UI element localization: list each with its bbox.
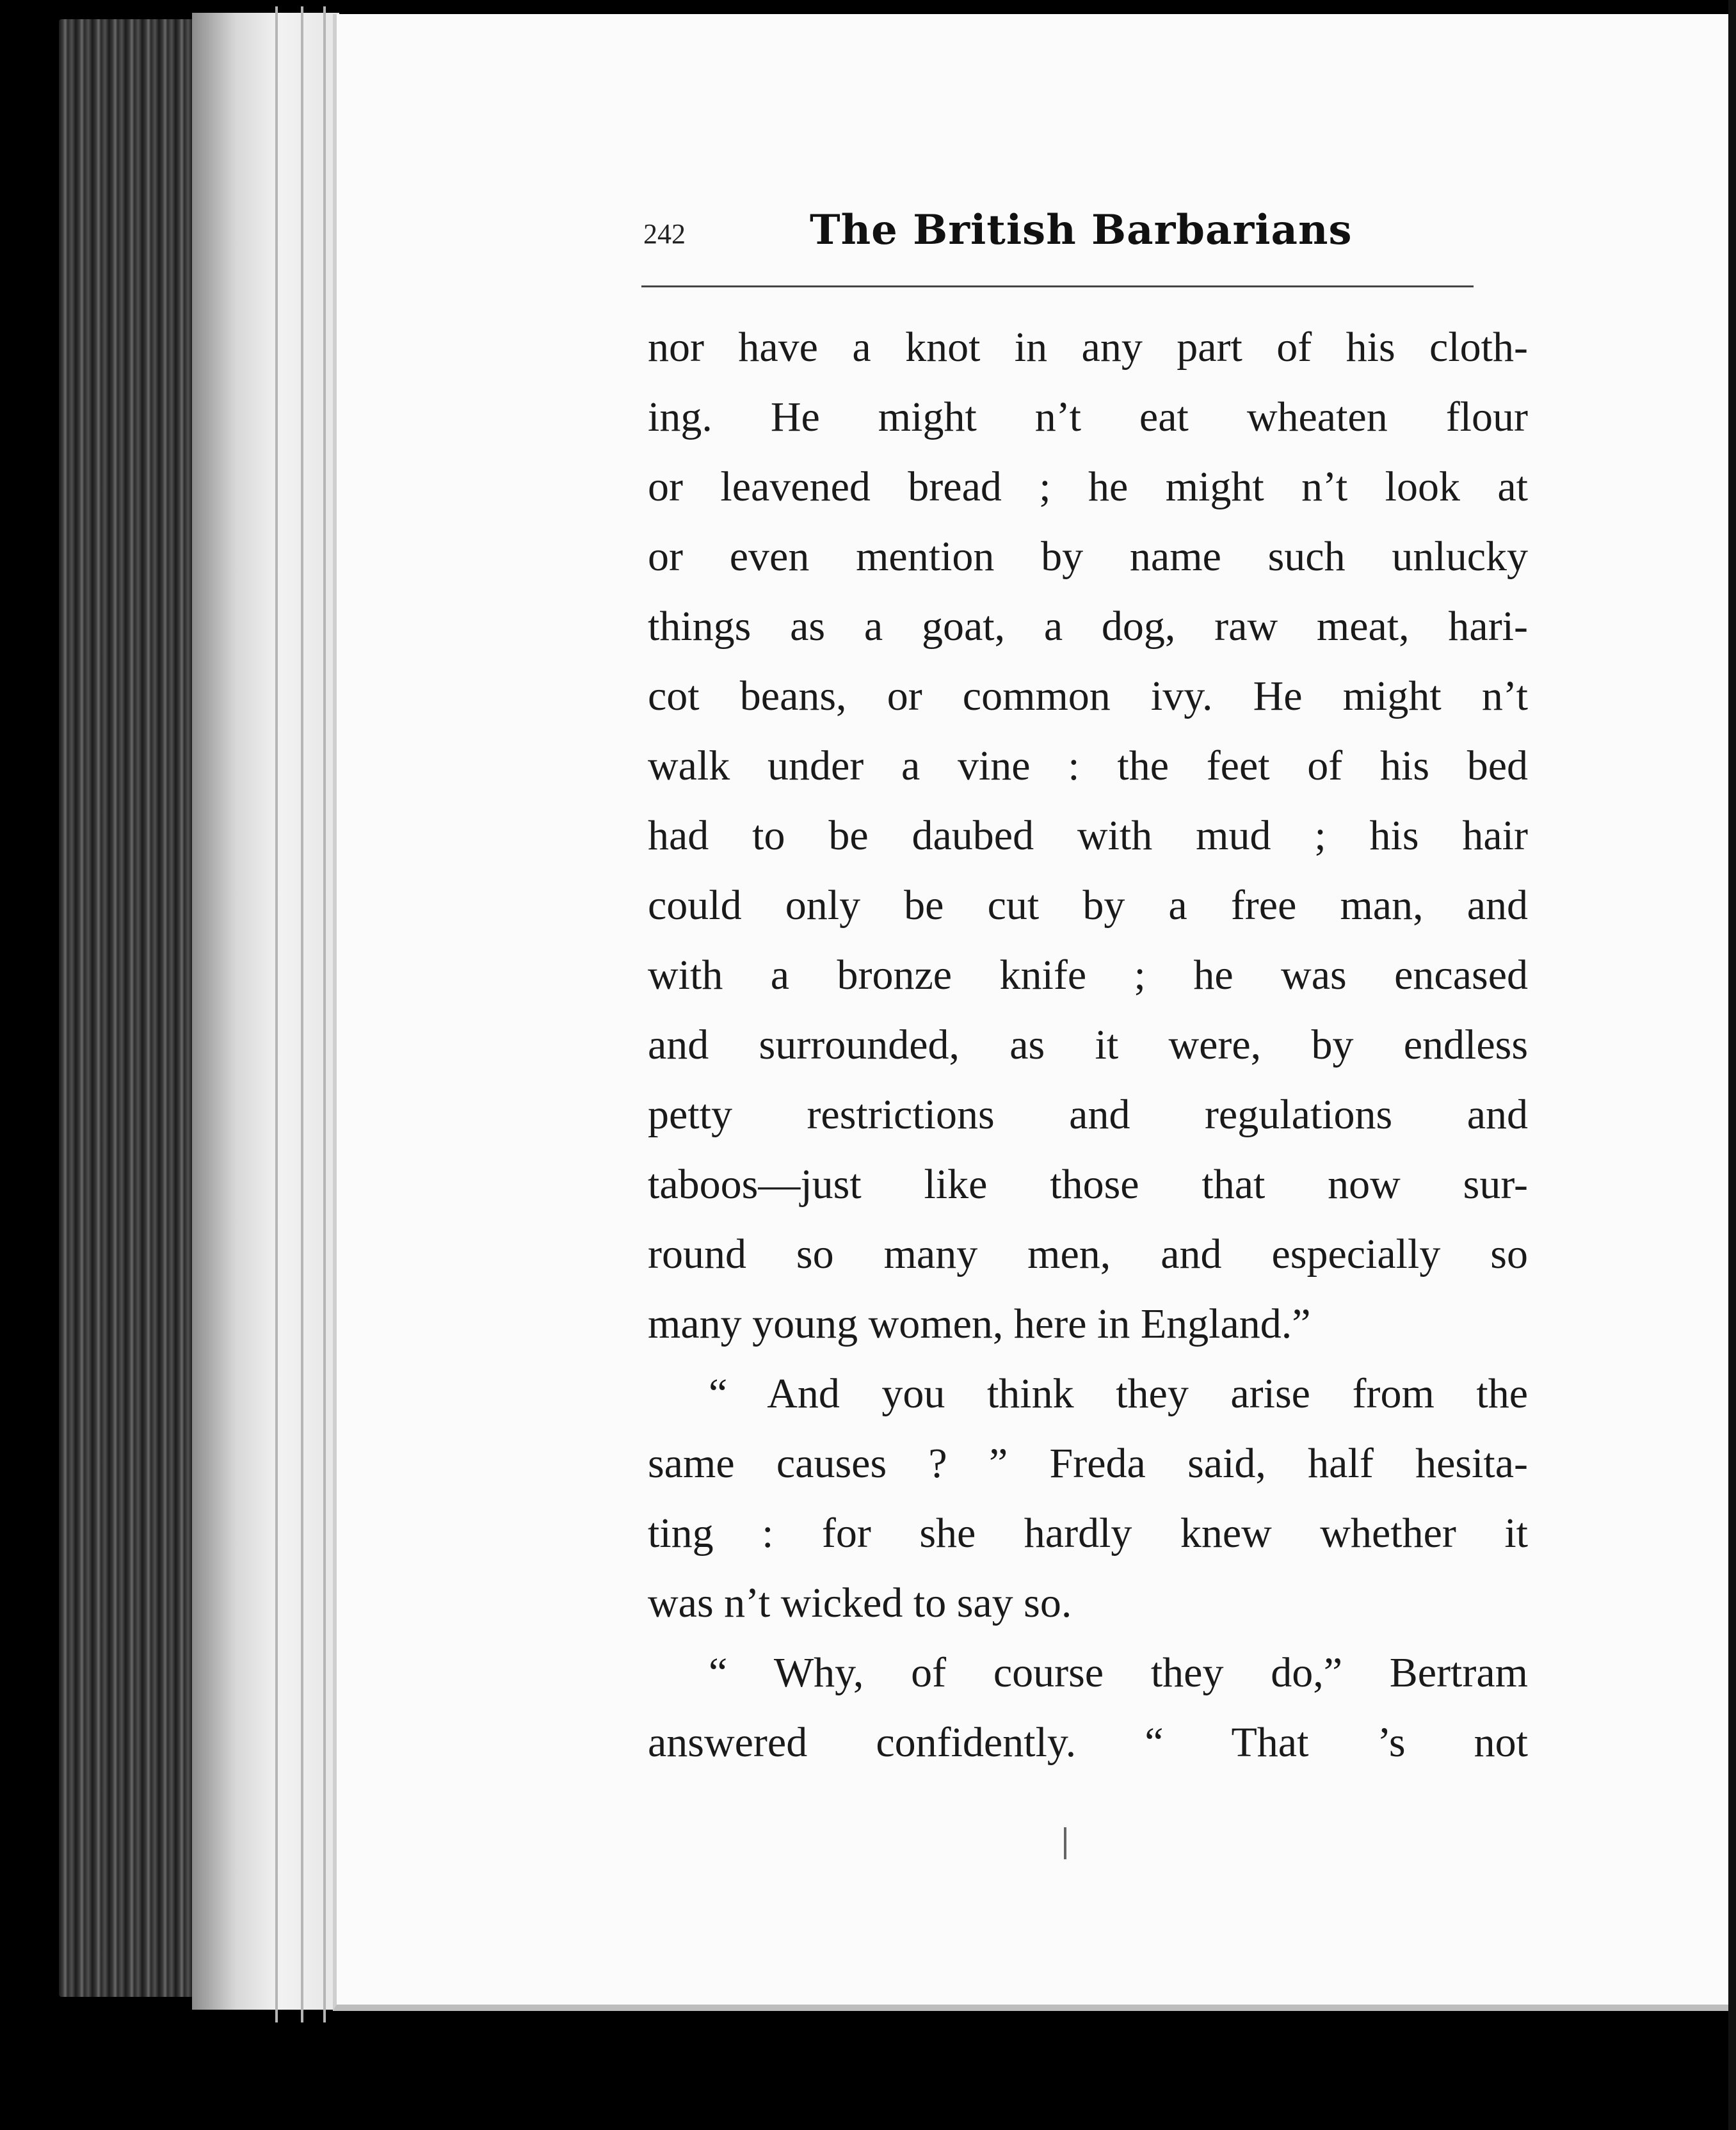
body-text	[648, 312, 1528, 1777]
page-number: 242	[643, 218, 686, 250]
text-line: with a bronze knife ; he was encased	[648, 952, 1528, 998]
text-line: ting : for she hardly knew whether it	[648, 1510, 1528, 1557]
text-line: things as a goat, a dog, raw meat, hari-	[648, 603, 1528, 650]
text-line: and surrounded, as it were, by endless	[648, 1021, 1528, 1068]
text-line: or leavened bread ; he might n’t look at	[648, 463, 1528, 510]
text-line: or even mention by name such unlucky	[648, 533, 1528, 580]
text-line: could only be cut by a free man, and	[648, 882, 1528, 929]
text-line: same causes ? ” Freda said, half hesita-	[648, 1440, 1528, 1487]
text-line: “ And you think they arise from the	[709, 1370, 1528, 1417]
text-line: petty restrictions and regulations and	[648, 1091, 1528, 1138]
text-line: answered confidently. “ That ’s not	[648, 1719, 1528, 1766]
text-line: cot beans, or common ivy. He might n’t	[648, 673, 1528, 719]
page-header	[643, 206, 1353, 264]
text-line: round so many men, and especially so	[648, 1231, 1528, 1277]
page-edge-line	[323, 6, 326, 2022]
page-edge-line	[301, 6, 303, 2022]
header-rule	[641, 285, 1474, 287]
text-line: ing. He might n’t eat wheaten flour	[648, 394, 1528, 440]
text-line: taboos—just like those that now sur-	[648, 1161, 1528, 1208]
running-head: The British Barbarians	[810, 206, 1353, 254]
text-line: walk under a vine : the feet of his bed	[648, 742, 1528, 789]
text-line: had to be daubed with mud ; his hair	[648, 812, 1528, 859]
text-line: nor have a knot in any part of his cloth-	[648, 324, 1528, 371]
text-line: many young women, here in England.”	[648, 1301, 1311, 1347]
page-edge-line	[275, 6, 278, 2022]
text-line: “ Why, of course they do,” Bertram	[709, 1649, 1528, 1696]
text-line: was n’t wicked to say so.	[648, 1580, 1072, 1626]
page-stack-edge	[192, 13, 339, 2010]
scan-border	[1728, 0, 1736, 2130]
printer-mark	[1064, 1827, 1072, 1859]
